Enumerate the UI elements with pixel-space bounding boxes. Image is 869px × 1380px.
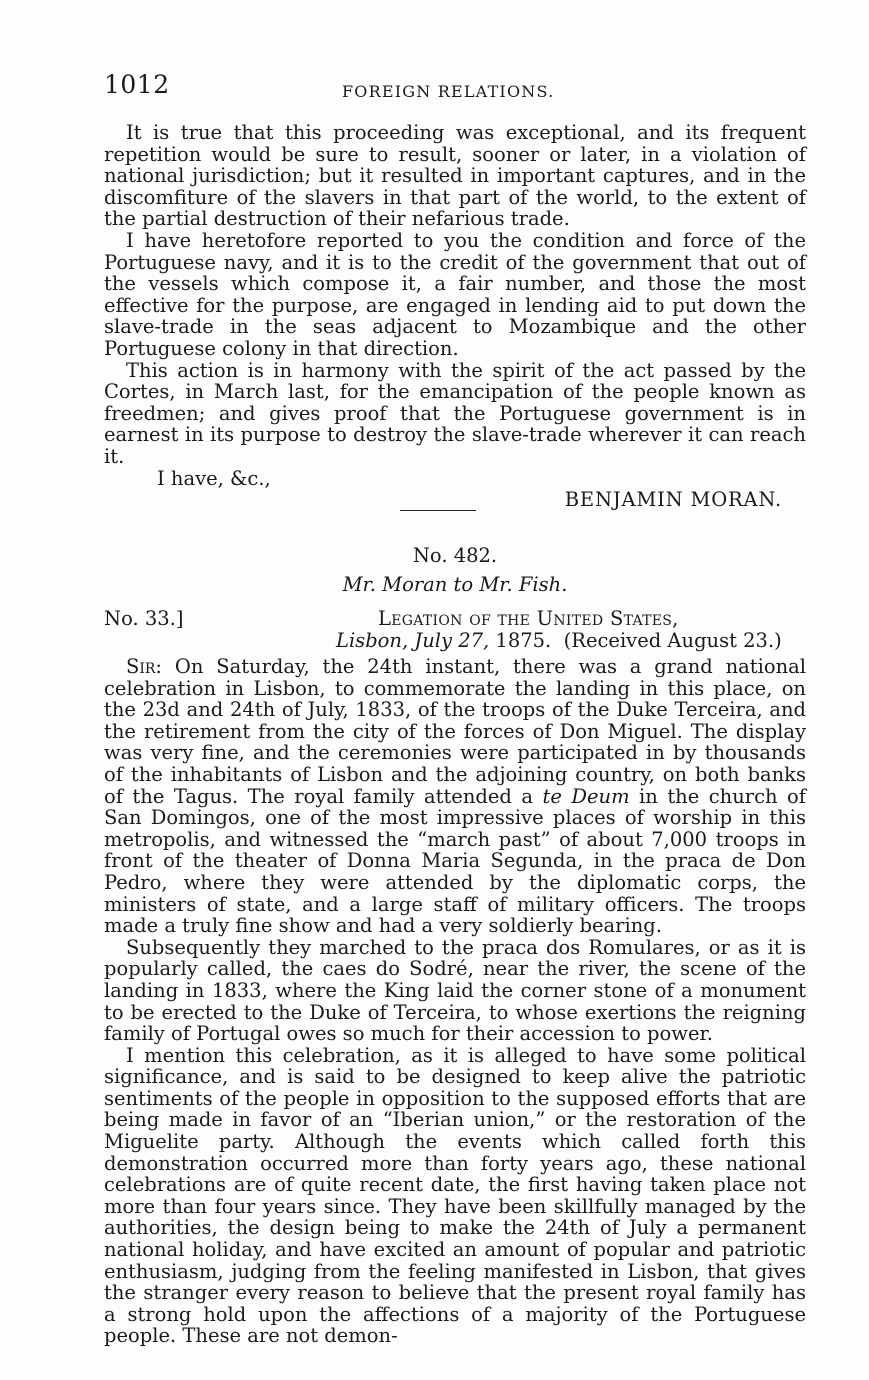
- closing-block: [104, 468, 806, 512]
- signature: BENJAMIN MORAN.: [564, 487, 782, 511]
- complimentary-close: I have, &c.,: [157, 466, 271, 490]
- section-divider: [400, 510, 476, 511]
- dispatch-number: No. 33.]: [104, 607, 184, 630]
- previous-dispatch-conclusion: [104, 122, 806, 512]
- paragraph: It is true that this proceeding was exceptional, and its frequent repetition would be sure to result, sooner or later, in a violation of national jurisdiction; but it resulted in important captures, and in the discomfiture of the slavers in that part of the world, to the extent of the partial destruction of their nefarious trade.: [104, 121, 806, 231]
- italic-term: te Deum: [542, 784, 630, 808]
- salutation: Sir:: [126, 655, 162, 678]
- page-number: 1012: [104, 70, 170, 99]
- document-number: No. 482.: [412, 544, 498, 567]
- paragraph: Subsequently they marched to the praca dos Romulares, or as it is popularly called, the caes do Sodré, near the river, the scene of the landing in 1833, where the King laid the corner stone of a monument to be erected to the Duke of Terceira, to whose exertions the reigning family of Portugal owes so much for their accession to power.: [104, 935, 806, 1046]
- paragraph: I have heretofore reported to you the condition and force of the Portuguese navy, and it is to the credit of the government that out of the vessels which compose it, a fair number, and those the most effective for the purpose, are engaged in lending aid to put down the slave-trade in the seas adjacent to Mozambique and the other Portuguese colony in that direction.: [104, 228, 806, 360]
- year: 1875.: [495, 629, 552, 652]
- running-head: FOREIGN RELATIONS.: [342, 82, 555, 101]
- legation-line: Legation of the United States,: [378, 607, 679, 630]
- document-title: Mr. Moran to Mr. Fish.: [342, 573, 568, 596]
- paragraph: I mention this celebration, as it is alleged to have some political significance, and is said to be designed to keep alive the patriotic sentiments of the people in opposition to the supposed efforts that are being made in favor of an “Iberian union,” or the restoration of the Miguelite party. Although the events which called forth this demonstration occurred more than forty years ago, these national celebrations are of quite recent date, the first having taken place not more than four years since. They have been skillfully managed by the authorities, the design being to make the 24th of July a permanent national holiday, and have excited an amount of popular and patriotic enthusiasm, judging from the feeling manifested in Lisbon, that gives the stranger every reason to believe that the present royal family has a strong hold upon the affections of a majority of the Portuguese people. These are not demon-: [104, 1043, 806, 1348]
- paragraph: [104, 656, 806, 937]
- place-date: Lisbon, July 27,: [336, 629, 490, 652]
- paragraph-text: On Saturday, the 24th instant, there was a grand national celebration in Lisbon, to commemorate the landing in this place, on the 23d and 24th of July, 1833, of the troops of the Duke Terceira, and the retirement from the city of the forces of Don Miguel. The display was very fine, and the ceremonies were participated in by thousands of the inhabitants of Lisbon and the adjoining country, on both banks of the Tagus. The royal family attended a: [104, 655, 806, 808]
- received-date: (Received August 23.): [563, 629, 782, 652]
- page-header: [104, 70, 806, 104]
- place-date-line: [336, 630, 782, 652]
- paragraph-text: in the church of San Domingos, one of the most impressive places of worship in this metropolis, and witnessed the “march past” of about 7,000 troops in front of the theater of Donna Maria Segunda, in the praca de Don Pedro, where they were attended by the diplomatic corps, the ministers of state, and a large staff of military officers. The troops made a truly fine show and had a very soldierly bearing.: [104, 784, 807, 938]
- dispatch-body: [104, 656, 806, 1347]
- paragraph: This action is in harmony with the spirit of the act passed by the Cortes, in March last, for the emancipation of the people known as freedmen; and gives proof that the Portuguese government is in earnest in its purpose to destroy the slave-trade wherever it can reach it.: [104, 358, 806, 468]
